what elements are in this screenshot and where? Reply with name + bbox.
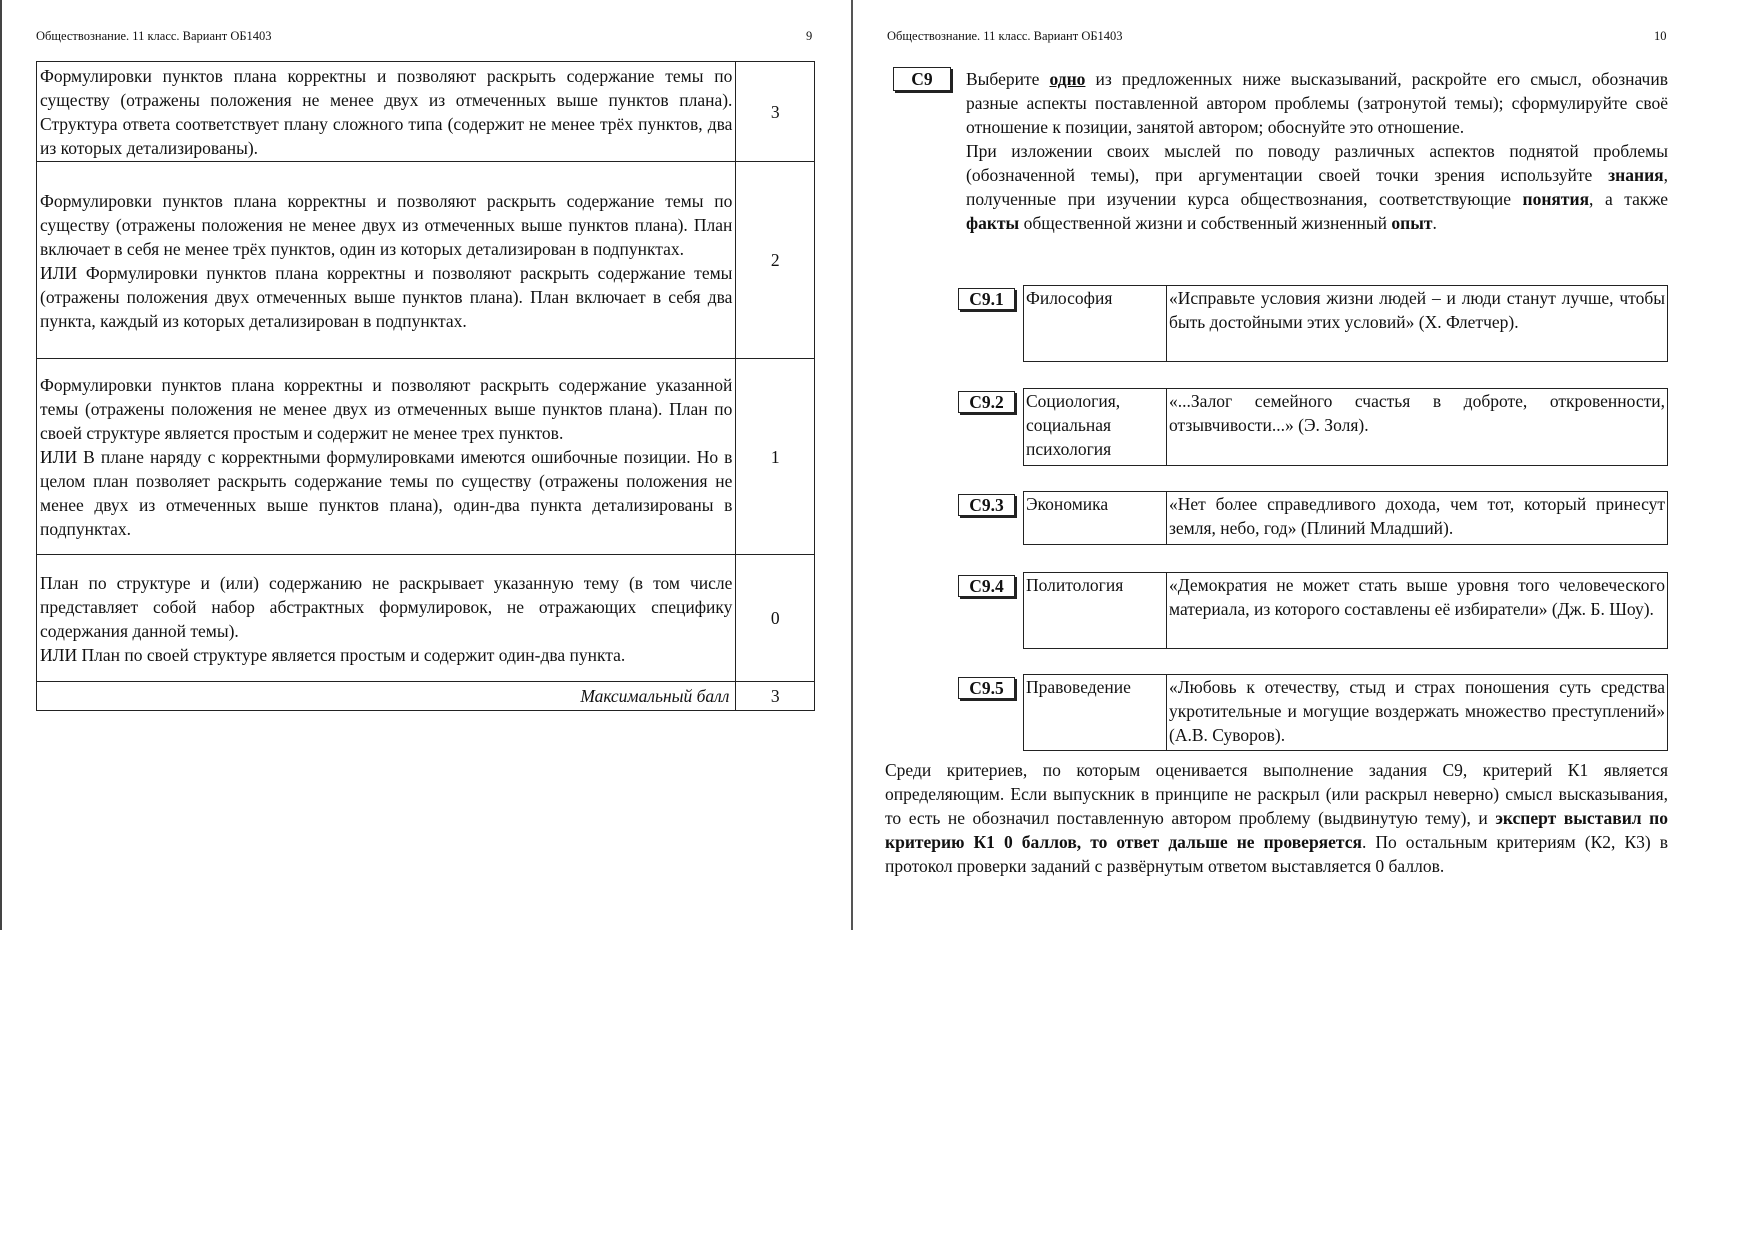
quote-subject: Философия — [1024, 286, 1167, 362]
page-header: Обществознание. 11 класс. Вариант ОБ1403 — [887, 29, 1123, 43]
criteria-paragraph: ИЛИ В плане наряду с корректными формулировками имеются ошибочные позиции. Но в целом план позволяет раскрыть содержание темы по существу (отражены положения не менее двух из отмеченных выше пунктов плана), один-два пункта детализированы в подпунктах. — [40, 447, 733, 539]
quote-label: С9.3 — [958, 494, 1015, 516]
task-paragraph: Выберите одно из предложенных ниже высказываний, раскройте его смысл, обозначив разные аспекты поставленной автором проблемы (затронутой темы); сформулируйте своё отношение к позиции, занятой автором; обоснуйте это отношение. — [966, 69, 1668, 137]
criteria-score: 0 — [736, 555, 815, 682]
criteria-text — [37, 62, 736, 162]
criteria-paragraph: ИЛИ Формулировки пунктов плана корректны и позволяют раскрыть содержание темы (отражены положения двух отмеченных выше пунктов плана). План включает в себя два пункта, каждый из которых детализирован в подпунктах. — [40, 262, 733, 331]
criteria-table — [36, 61, 815, 711]
quote-label: С9.5 — [958, 677, 1015, 699]
quote-subject: Социология, социальная психология — [1024, 389, 1167, 466]
criteria-paragraph: Формулировки пунктов плана корректны и позволяют раскрыть содержание темы по существу (отражены положения не менее двух из отмеченных выше пунктов плана). План включает в себя не менее трёх пунктов, один из которых детализирован в подпунктах. — [40, 190, 733, 259]
task-label: С9 — [893, 67, 951, 91]
assessment-note: Среди критериев, по которым оценивается выполнение задания С9, критерий К1 является определяющим. Если выпускник в принципе не раскрыл (или раскрыл неверно) смысл высказывания, то есть не обозначил поставленную автором проблему (выдвинутую тему), и эксперт выставил по критерию К1 0 баллов, то ответ дальше не проверяется. По остальным критериям (К2, К3) в протокол проверки заданий с развёрнутым ответом выставляется 0 баллов. — [885, 760, 1668, 876]
quote-text: «Исправьте условия жизни людей – и люди станут лучше, чтобы быть достойными этих условий» (Х. Флетчер). — [1167, 286, 1668, 362]
task-instructions — [966, 67, 1668, 235]
note-emphasis: эксперт выставил по критерию К1 0 баллов, то ответ дальше не проверяется — [885, 808, 1668, 852]
task-c9 — [893, 67, 1668, 235]
page-edge — [0, 0, 2, 930]
quote-subject: Политология — [1024, 573, 1167, 649]
page-number: 10 — [1654, 29, 1667, 43]
task-paragraph: При изложении своих мыслей по поводу различных аспектов поднятой проблемы (обозначенной темы), при аргументации своей точки зрения используйте знания, полученные при изучении курса обществознания, соответствующие понятия, а также факты общественной жизни и собственный жизненный опыт. — [966, 141, 1669, 233]
quote-subject: Правоведение — [1024, 675, 1167, 751]
criteria-row — [37, 359, 815, 555]
criteria-text — [37, 555, 736, 682]
criteria-score: 1 — [736, 359, 815, 555]
quote-label: С9.4 — [958, 575, 1015, 597]
page-number: 9 — [806, 29, 813, 43]
page-right — [853, 0, 1753, 930]
page-header: Обществознание. 11 класс. Вариант ОБ1403 — [36, 29, 272, 43]
max-score-value: 3 — [736, 682, 815, 711]
page-left — [0, 0, 852, 930]
quote-table — [1023, 285, 1668, 362]
quote-table — [1023, 491, 1668, 545]
emphasis-one: одно — [1049, 69, 1086, 89]
quote-text: «Демократия не может стать выше уровня того человеческого материала, из которого составлены её избиратели» (Дж. Б. Шоу). — [1167, 573, 1668, 649]
quote-text: «Нет более справедливого дохода, чем тот, который принесут земля, небо, год» (Плиний Младший). — [1167, 492, 1668, 545]
quote-label: С9.2 — [958, 391, 1015, 413]
quote-table — [1023, 388, 1668, 466]
criteria-score: 2 — [736, 162, 815, 359]
quote-subject: Экономика — [1024, 492, 1167, 545]
criteria-paragraph: ИЛИ План по своей структуре является простым и содержит один-два пункта. — [40, 644, 626, 665]
criteria-row — [37, 162, 815, 359]
max-score-label: Максимальный балл — [37, 682, 736, 711]
criteria-score: 3 — [736, 62, 815, 162]
max-score-row — [37, 682, 815, 711]
criteria-paragraph: Формулировки пунктов плана корректны и позволяют раскрыть содержание темы по существу (отражены положения не менее двух из отмеченных выше пунктов плана). Структура ответа соответствует плану сложного типа (содержит не менее трёх пунктов, два из которых детализированы). — [40, 66, 733, 158]
criteria-text — [37, 359, 736, 555]
criteria-row — [37, 555, 815, 682]
criteria-row — [37, 62, 815, 162]
criteria-paragraph: План по структуре и (или) содержанию не раскрывает указанную тему (в том числе представляет собой набор абстрактных формулировок, не отражающих специфику содержания данной темы). — [40, 572, 733, 641]
quote-table — [1023, 572, 1668, 649]
quote-label: С9.1 — [958, 288, 1015, 310]
criteria-paragraph: Формулировки пунктов плана корректны и позволяют раскрыть содержание указанной темы (отражены положения не менее двух из отмеченных выше пунктов плана). План по своей структуре является простым и содержит не менее трех пунктов. — [40, 375, 733, 443]
criteria-text — [37, 162, 736, 359]
quote-table — [1023, 674, 1668, 751]
quote-text: «...Залог семейного счастья в доброте, откровенности, отзывчивости...» (Э. Золя). — [1167, 389, 1668, 466]
quote-text: «Любовь к отечеству, стыд и страх поношения суть средства укротительные и могущие воздержать множество преступлений» (А.В. Суворов). — [1167, 675, 1668, 751]
